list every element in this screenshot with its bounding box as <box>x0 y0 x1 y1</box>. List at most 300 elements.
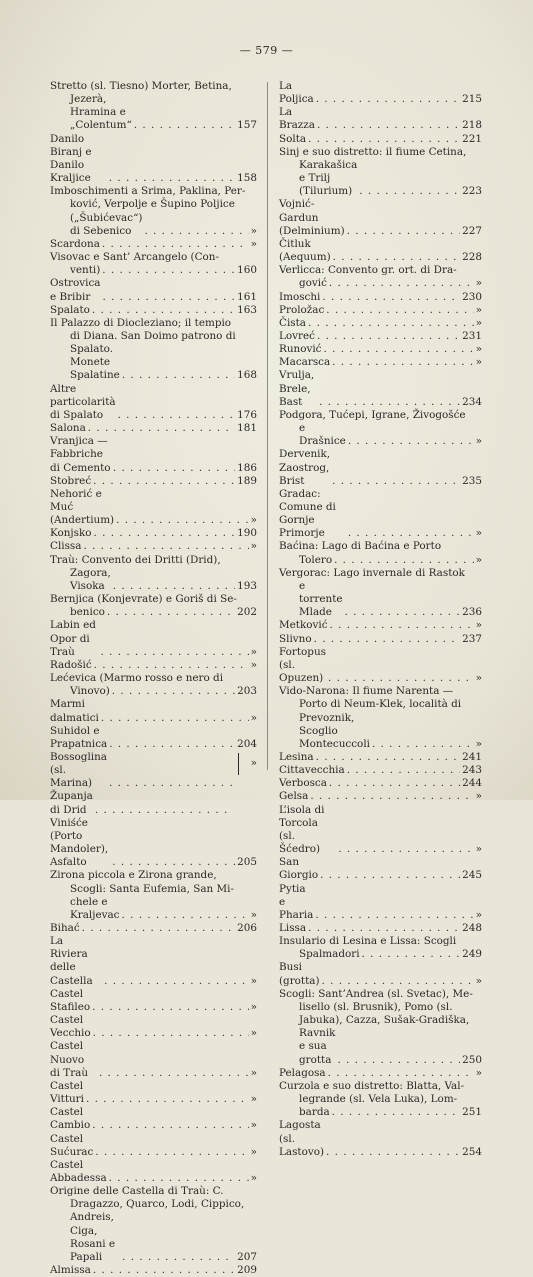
entry-page: 221 <box>462 132 482 145</box>
entry-page: » <box>250 711 257 724</box>
entry-title: Marmi dalmatici <box>50 698 99 724</box>
entry-title: benico <box>70 606 105 619</box>
leader-dots <box>328 1067 474 1080</box>
entry-title: Spalato. Monete Spalatine <box>70 343 120 382</box>
index-entry <box>50 93 257 132</box>
leader-dots <box>107 606 235 619</box>
index-entry <box>279 422 482 448</box>
leader-dots <box>362 948 461 961</box>
entry-title: Fortopus (sl. Opuzen) <box>279 645 326 685</box>
entry-page: 236 <box>462 606 482 619</box>
entry-title: Almissa <box>50 1264 91 1277</box>
page-number: — 579 — <box>239 44 294 57</box>
index-entry-brace-group <box>50 751 257 817</box>
entry-page: 160 <box>237 264 257 277</box>
leader-dots <box>144 225 248 238</box>
entry-page: » <box>475 843 482 856</box>
index-entry <box>279 804 482 857</box>
index-entry <box>279 369 482 408</box>
leader-dots <box>104 975 248 988</box>
leader-dots <box>88 422 235 435</box>
leader-dots <box>122 369 235 382</box>
entry-title: Clissa <box>50 540 82 553</box>
index-entry-line <box>279 1014 482 1027</box>
entry-page: » <box>475 435 482 448</box>
leader-dots <box>94 659 249 672</box>
entry-title: Castel Abbadessa <box>50 1158 107 1184</box>
entry-title: Origine delle Castella di Traù: C. <box>50 1185 224 1198</box>
leader-dots <box>326 304 473 317</box>
leader-dots <box>315 909 473 922</box>
entry-title: lisello (sl. Brusnik), Pomo (sl. <box>299 1000 453 1013</box>
entry-page: » <box>475 672 482 685</box>
entry-title: Slivno <box>279 632 312 645</box>
index-entry <box>279 790 482 803</box>
entry-title: Lesina <box>279 750 314 763</box>
leader-dots <box>372 738 474 751</box>
entry-title: Pytia e Pharia <box>279 882 314 921</box>
entry-title: Bernjica (Konjevrate) e Goriš di Se- <box>50 593 237 606</box>
index-entry <box>279 922 482 935</box>
entry-page: » <box>475 790 482 803</box>
index-entry <box>279 159 482 198</box>
entry-title: e Drašnice <box>299 422 346 448</box>
entry-page: » <box>475 303 482 316</box>
leader-dots <box>319 396 460 409</box>
leader-dots <box>332 475 460 488</box>
entry-title: Porto di Neum-Klek, località di <box>299 698 462 711</box>
leader-dots <box>320 869 460 882</box>
entry-page: » <box>250 756 257 769</box>
entry-title: Spalato <box>50 303 90 316</box>
leader-dots <box>308 133 460 146</box>
entry-title: Nehorić e Muć (Andertium) <box>50 487 115 527</box>
entry-title: Zirona piccola e Zirona grande, <box>50 869 217 882</box>
entry-page: 254 <box>462 1145 482 1158</box>
index-entry <box>50 304 257 317</box>
entry-page: 209 <box>237 1264 257 1277</box>
entry-page: 234 <box>462 395 482 408</box>
entry-page: 231 <box>462 329 482 342</box>
entry-title: Cittavecchia <box>279 764 345 777</box>
leader-dots <box>322 975 474 988</box>
index-entry-line <box>279 1080 482 1093</box>
entry-page: 215 <box>462 93 482 106</box>
entry-title: Lagosta (sl. Lastovo) <box>279 1119 325 1158</box>
index-entry <box>50 1159 257 1185</box>
entry-title: Macarsca <box>279 356 331 369</box>
index-entry-line <box>50 317 257 330</box>
entry-page: 250 <box>462 1053 482 1066</box>
entry-page: » <box>475 619 482 632</box>
index-entry <box>279 238 482 264</box>
entry-title: Dervenik, Zaostrog, Brist <box>279 448 331 487</box>
entry-title: San Giorgio <box>279 856 319 882</box>
entry-page: 181 <box>237 422 257 435</box>
entry-title: Gradac: Comune di Gornje Primorje <box>279 487 336 540</box>
index-entry <box>50 1040 257 1079</box>
entry-title: Andreis, Ciga, Rosani e Papali <box>70 1211 116 1263</box>
leader-dots <box>359 185 460 198</box>
entry-title: Karakašica e Trilj (Tilurium) <box>299 158 358 198</box>
index-entry <box>279 961 482 987</box>
index-entry <box>279 330 482 343</box>
entry-title: Labin ed Opor di Traù <box>50 619 96 658</box>
entry-page: 241 <box>462 750 482 763</box>
index-entry <box>279 1119 482 1158</box>
index-entry <box>279 80 482 106</box>
entry-title: Castel Stafileo <box>50 987 91 1013</box>
leader-dots <box>317 119 460 132</box>
entry-title: di Diana. San Doimo patrono di <box>70 329 236 342</box>
entry-title: gović <box>299 277 327 290</box>
leader-dots <box>93 475 235 488</box>
leader-dots <box>101 646 249 659</box>
leader-dots <box>113 580 235 593</box>
index-entry <box>279 198 482 237</box>
entry-page: 190 <box>237 527 257 540</box>
index-entry-line <box>279 1001 482 1014</box>
entry-title: Sinj e suo distretto: il fiume Cetina, <box>279 145 467 158</box>
entry-title: Stobreć <box>50 474 92 487</box>
entry-title: Stretto (sl. Tiesno) Morter, Betina, <box>50 80 232 92</box>
leader-dots <box>92 304 235 317</box>
entry-page: 176 <box>237 408 257 421</box>
entry-page: 223 <box>462 185 482 198</box>
index-entry <box>279 751 482 764</box>
index-entry-line <box>50 869 257 882</box>
index-entry-line <box>50 883 257 896</box>
entry-title: Vido-Narona: Il fiume Narenta — <box>279 685 454 698</box>
leader-dots <box>122 909 249 922</box>
index-entry <box>279 712 482 751</box>
entry-title: Castel Vecchio <box>50 1014 91 1040</box>
leader-dots <box>116 514 249 527</box>
entry-title: Spalmadori <box>299 948 360 961</box>
index-entry-line <box>279 1093 482 1106</box>
index-entry <box>279 883 482 922</box>
index-entry-line <box>50 80 257 93</box>
leader-dots <box>316 751 461 764</box>
entry-title: Salona <box>50 422 86 435</box>
leader-dots <box>308 317 474 330</box>
leader-dots <box>329 777 460 790</box>
leader-dots <box>95 804 233 817</box>
entry-title: Vranjica — Fabbriche di Cemento <box>50 435 111 474</box>
index-column-left <box>50 80 257 1277</box>
leader-dots <box>102 264 235 277</box>
leader-dots <box>330 619 474 632</box>
entry-title: Konjsko <box>50 527 92 540</box>
entry-page: 218 <box>462 119 482 132</box>
column-divider <box>267 82 268 770</box>
leader-dots <box>347 225 461 238</box>
entry-page: 249 <box>462 948 482 961</box>
entry-title: Vrulja, Brele, Bast <box>279 369 315 408</box>
entry-title: Jabuka), Cazza, Sušak-Gradiška, <box>299 1014 470 1027</box>
index-entry <box>279 948 482 961</box>
entry-page: 235 <box>462 474 482 487</box>
leader-dots <box>316 93 460 106</box>
entry-title: Visovac e Sant’ Arcangelo (Con- <box>50 251 219 264</box>
entry-page: » <box>475 553 482 566</box>
index-entry <box>279 343 482 356</box>
entry-title: Castel Nuovo di Traù <box>50 1040 89 1079</box>
entry-page: 205 <box>237 856 257 869</box>
index-entry <box>50 422 257 435</box>
index-entry-line <box>279 698 482 711</box>
index-entry <box>279 554 482 567</box>
index-entry <box>279 304 482 317</box>
leader-dots <box>345 606 461 619</box>
index-entry-line <box>50 198 257 211</box>
leader-dots <box>322 291 460 304</box>
entry-page: » <box>250 1119 257 1132</box>
entry-title: Baćina: Lago di Baćina e Porto <box>279 540 442 553</box>
index-entry-line <box>279 264 482 277</box>
leader-dots <box>329 277 474 290</box>
entry-title: Scardona <box>50 237 100 250</box>
entry-title: Castel Sućurac <box>50 1132 94 1158</box>
index-entry-line <box>279 409 482 422</box>
index-entry <box>279 448 482 487</box>
index-entry-line <box>50 672 257 685</box>
entry-title: Altre particolarità di Spalato <box>50 382 116 421</box>
entry-page: » <box>250 645 257 658</box>
entry-page: » <box>475 974 482 987</box>
leader-dots <box>332 356 473 369</box>
leader-dots <box>314 633 461 646</box>
entry-page: » <box>250 658 257 671</box>
leader-dots <box>348 527 474 540</box>
entry-title: Ravnik e sua grotta <box>299 1027 336 1066</box>
entry-title: Ostrovica e Bribir <box>50 277 101 303</box>
index-entry <box>50 935 257 988</box>
index-entry <box>279 1067 482 1080</box>
leader-dots <box>118 409 236 422</box>
leader-dots <box>326 1146 460 1159</box>
index-entry <box>279 488 482 541</box>
brace-mark <box>236 753 239 775</box>
entry-title: Metković <box>279 619 328 632</box>
entry-page: 244 <box>462 777 482 790</box>
entry-page: 157 <box>237 119 257 132</box>
entry-title: Suhidol e Prapatnica <box>50 724 108 750</box>
index-entry <box>50 238 257 251</box>
leader-dots <box>83 540 248 553</box>
entry-page: 230 <box>462 290 482 303</box>
index-entry <box>50 475 257 488</box>
index-entry <box>50 685 257 698</box>
entry-title: Tolero <box>299 553 333 566</box>
entry-title: Lećevica (Marmo rosso e nero di <box>50 672 224 685</box>
leader-dots <box>101 712 249 725</box>
index-entry <box>50 264 257 277</box>
leader-dots <box>333 251 461 264</box>
entry-title: Dragazzo, Quarco, Lodi, Cippico, <box>70 1198 245 1211</box>
leader-dots <box>82 922 235 935</box>
entry-page: » <box>475 908 482 921</box>
entry-page: » <box>475 527 482 540</box>
index-entry <box>279 646 482 685</box>
index-entry <box>50 896 257 922</box>
entry-page: 227 <box>462 224 482 237</box>
entry-page: » <box>250 1000 257 1013</box>
entry-title: Proložac <box>279 303 325 316</box>
index-entry <box>50 619 257 658</box>
entry-page: 204 <box>237 737 257 750</box>
index-entry <box>50 383 257 422</box>
entry-title: („Šubićevac“) di Sebenico <box>70 211 143 237</box>
index-entry <box>50 659 257 672</box>
leader-dots <box>308 922 460 935</box>
entry-title: Jezerà, Hramina e „Colentum“ <box>70 93 132 132</box>
entry-page: » <box>250 1093 257 1106</box>
leader-dots <box>92 1119 248 1132</box>
entry-page: 161 <box>237 290 257 303</box>
index-entry <box>50 212 257 238</box>
entry-page: 228 <box>462 251 482 264</box>
entry-page: » <box>475 343 482 356</box>
index-entry-line <box>279 540 482 553</box>
entry-title: Verbosca <box>279 777 327 790</box>
index-entry-line <box>279 935 482 948</box>
leader-dots <box>112 685 235 698</box>
entry-page: » <box>475 737 482 750</box>
entry-title: Verlicca: Convento gr. ort. di Dra- <box>279 264 457 277</box>
entry-page: 248 <box>462 922 482 934</box>
entry-page: » <box>475 277 482 290</box>
entry-title: Županja di Drid <box>50 790 93 816</box>
entry-page: » <box>250 224 257 237</box>
entry-page: » <box>250 1066 257 1079</box>
entry-title: Danilo Biranj e Danilo Kraljice <box>50 132 92 185</box>
entry-page: » <box>250 540 257 553</box>
entry-page: » <box>250 1145 257 1158</box>
entry-title: Čista <box>279 316 306 329</box>
index-entry-line <box>279 567 482 580</box>
entry-title: Curzola e suo distretto: Blatta, Val- <box>279 1079 465 1092</box>
index-entry <box>50 488 257 527</box>
entry-title: Scogli: Sant’Andrea (sl. Svetac), Me- <box>279 987 473 1000</box>
entry-page: 237 <box>462 632 482 645</box>
entry-page: 206 <box>237 922 257 934</box>
index-entry <box>279 764 482 777</box>
entry-title: ković, Verpolje e Šupino Poljice <box>70 198 235 211</box>
entry-title: Vinovo) <box>70 685 110 698</box>
index-entry <box>279 1027 482 1066</box>
entry-title: Busi (grotta) <box>279 961 320 987</box>
leader-dots <box>109 738 235 751</box>
entry-title: e torrente Mlade <box>299 579 343 619</box>
index-entry <box>50 817 257 870</box>
entry-page: 202 <box>237 606 257 619</box>
entry-title: Pelagosa <box>279 1066 326 1079</box>
entry-title: Čitluk (Aequum) <box>279 237 331 264</box>
index-list-left-b <box>50 817 257 1277</box>
entry-page: » <box>250 514 257 527</box>
entry-page: 251 <box>462 1106 482 1119</box>
index-entry <box>50 527 257 540</box>
entry-title: Radošić <box>50 658 92 671</box>
entry-title: Bossoglina (sl. Marina) <box>50 750 107 790</box>
leader-dots <box>348 435 474 448</box>
leader-dots <box>94 527 236 540</box>
entry-title: La Poljica <box>279 80 314 106</box>
index-entry-line <box>50 1198 257 1211</box>
index-entry <box>50 133 257 186</box>
entry-title: Bihać <box>50 922 80 934</box>
index-entry <box>50 725 257 751</box>
index-entry-line <box>279 685 482 698</box>
leader-dots <box>337 1054 460 1067</box>
index-entry-line <box>50 330 257 343</box>
index-entry-line <box>50 593 257 606</box>
index-entry <box>279 619 482 632</box>
entry-title: Prevoznik, Scoglio Montecuccoli <box>299 711 370 750</box>
index-entry <box>50 922 257 935</box>
entry-page: 207 <box>237 1250 257 1263</box>
entry-title: Runović <box>279 343 322 356</box>
entry-page: » <box>250 237 257 250</box>
entry-page: 158 <box>237 172 257 185</box>
index-entry <box>279 633 482 646</box>
leader-dots <box>310 790 473 803</box>
leader-dots <box>347 764 460 777</box>
index-entry <box>50 540 257 553</box>
index-entry-line <box>50 554 257 567</box>
entry-page: 193 <box>237 579 257 592</box>
leader-dots <box>95 1146 248 1159</box>
index-entry-line <box>279 988 482 1001</box>
leader-dots <box>317 330 460 343</box>
leader-dots <box>109 777 233 790</box>
index-entry <box>50 1106 257 1132</box>
leader-dots <box>328 672 474 685</box>
leader-dots <box>93 1264 235 1277</box>
index-column-right <box>279 80 482 1159</box>
entry-title: Vergorac: Lago invernale di Rastok <box>279 566 465 579</box>
index-entry <box>279 580 482 619</box>
entry-title: chele e Kraljevac <box>70 895 120 921</box>
entry-title: Viniśće (Porto Mandoler), Asfalto <box>50 816 109 869</box>
entry-page: » <box>250 974 257 987</box>
index-entry <box>279 856 482 882</box>
entry-title: Traù: Convento dei Dritti (Drid), <box>50 553 221 566</box>
index-list-left-a <box>50 80 257 751</box>
leader-dots <box>99 1067 249 1080</box>
leader-dots <box>109 172 235 185</box>
leader-dots <box>338 843 473 856</box>
index-entry <box>279 133 482 146</box>
entry-page: » <box>250 1171 257 1184</box>
entry-page: » <box>475 1066 482 1079</box>
leader-dots <box>323 343 473 356</box>
leader-dots <box>122 1251 235 1264</box>
index-entry <box>50 988 257 1014</box>
index-entry-line <box>279 146 482 159</box>
leader-dots <box>102 291 235 304</box>
entry-page: » <box>475 316 482 329</box>
index-entry <box>279 1106 482 1119</box>
entry-page: » <box>475 356 482 369</box>
entry-title: Castel Vitturi <box>50 1079 84 1106</box>
index-entry <box>50 1014 257 1040</box>
entry-title: Podgora, Tućepi, Igrane, Živogošće <box>279 408 466 421</box>
entry-page: 243 <box>462 764 482 777</box>
index-entry <box>279 356 482 369</box>
entry-title: La Brazza <box>279 106 315 132</box>
